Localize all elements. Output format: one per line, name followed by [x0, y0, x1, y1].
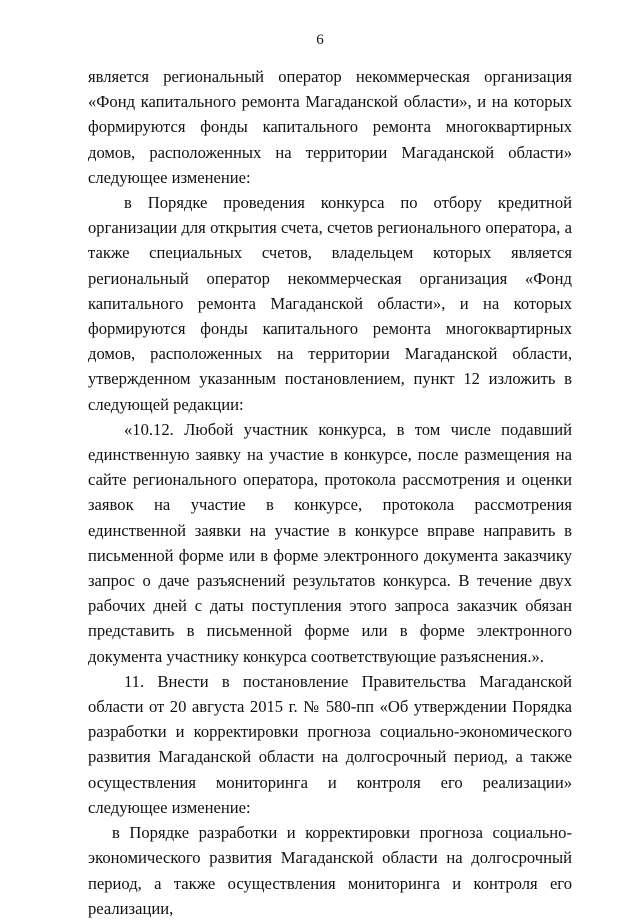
paragraph-item-11: 11. Внести в постановление Правительства Магаданской области от 20 августа 2015 г. № 580-пп «Об утверждении Порядка разработки и корректировки прогноза социально-экономического развития Магаданской области на долгосрочный период, а также осуществления мониторинга и контроля его реализации» следующее изменение:: [88, 671, 572, 817]
page-number: 6: [316, 32, 324, 48]
paragraph-forecast-procedure: в Порядке разработки и корректировки прогноза социально-экономического развития Магаданской области на долгосрочный период, а также осуществления мониторинга и контроля его реализации,: [88, 823, 572, 918]
paragraph-quoted-clause-10-12: «10.12. Любой участник конкурса, в том числе подавший единственную заявку на участие в конкурсе, после размещения на сайте регионального оператора, протокола рассмотрения и оценки заявок на участие в конкурсе, протокола рассмотрения единственной заявки на участие в конкурсе вправе направить в письменной форме или в форме электронного документа заказчику запрос о даче разъяснений результатов конкурса. В течение двух рабочих дней с даты поступления этого запроса заказчик обязан представить в письменной форме или в форме электронного документа участнику конкурса соответствующие разъяснения.».: [88, 419, 572, 666]
paragraph-continuation: является региональный оператор некоммерческая организация «Фонд капитального ремонта Магаданской области», и на которых формируются фонды капитального ремонта многоквартирных домов, расположенных на территории Магаданской области» следующее изменение:: [88, 67, 572, 187]
paragraph-procedure-amendment: в Порядке проведения конкурса по отбору кредитной организации для открытия счета, счетов регионального оператора, а также специальных счетов, владельцем которых является региональный оператор некоммерческая организация «Фонд капитального ремонта Магаданской области», и на которых формируются фонды капитального ремонта многоквартирных домов, расположенных на территории Магаданской области, утвержденном указанным постановлением, пункт 12 изложить в следующей редакции:: [88, 193, 572, 414]
document-body: [88, 64, 572, 921]
